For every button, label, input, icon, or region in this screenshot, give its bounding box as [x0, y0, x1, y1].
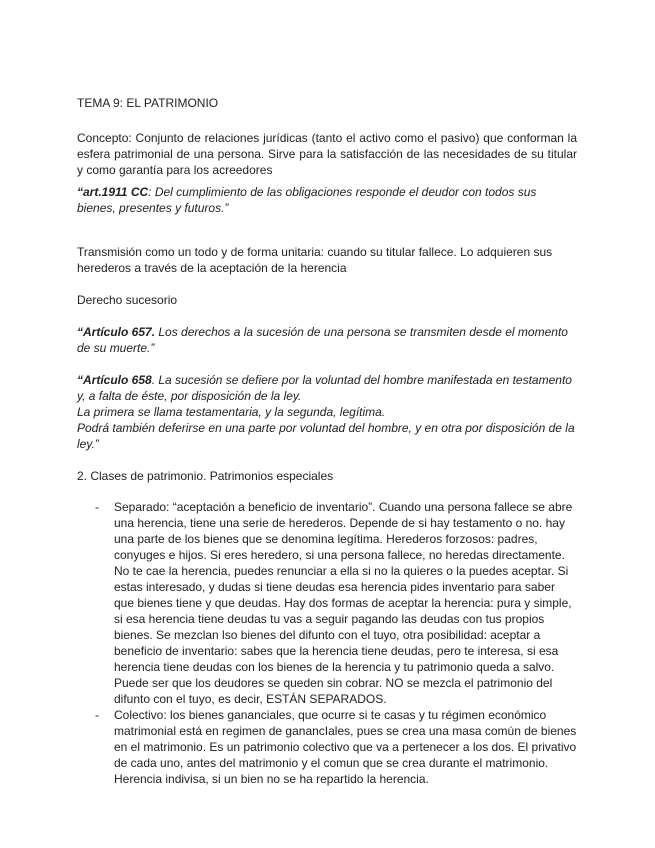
art-658-text: . La sucesión se defiere por la voluntad del hombre manifestada en testamento y, a falta de éste, por disposición de la ley. [77, 373, 572, 403]
art-1911-quote [77, 184, 577, 216]
patrimonio-types-list [77, 499, 577, 787]
art-1911-text: : Del cumplimiento de las obligaciones responde el deudor con todos sus bienes, presentes y futuros.” [77, 185, 537, 215]
art-1911-label: “art.1911 CC [77, 185, 149, 199]
derecho-sucesorio-heading: Derecho sucesorio [77, 293, 178, 307]
list-item-text: Separado: “aceptación a beneficio de inventario”. Cuando una persona fallece se abre una herencia, tiene una serie de herederos. Depende de si hay testamento o no. hay una parte de los bienes que se denomina legítima. Herederos forzosos: padres, conyuges e hijos. Si eres heredero, si una persona fallece, no heredas directamente. No te cae la herencia, puedes renunciar a ella si no la quieres o la puedes aceptar. Si estas interesado, y dudas si tiene deudas esa herencia pides inventario para saber que bienes tiene y que deudas. Hay dos formas de aceptar la herencia: pura y simple, si esa herencia tiene deudas tu vas a seguir pagando las deudas con tus propios bienes. Se mezclan lso bienes del difunto con el tuyo, otra posibilidad: aceptar a beneficio de inventario: sabes que la herencia tiene deudas, pero te interesa, si esa herencia tiene deudas con los bienes de la herencia y tu patrimonio queda a salvo. Puede ser que los deudores se queden sin cobrar. NO se mezcla el patrimonio del difunto con el tuyo, es decir, ESTÁN SEPARADOS. [114, 500, 573, 706]
art-658-label: “Artículo 658 [77, 373, 152, 387]
art-658-line-2: La primera se llama testamentaria, y la segunda, legítima. [77, 405, 386, 419]
list-item [77, 499, 577, 707]
list-item-text: Colectivo: los bienes gananciales, que ocurre si te casas y tu régimen económico matrimonial está en regimen de ganancIales, pues se crea una masa común de bienes en el matrimonio. Es un patrimonio colectivo que va a pertenecer a los dos. El privativo de cada uno, antes del matrimonio y el comun que se crea durante el matrimonio. Herencia indivisa, si un bien no se ha repartido la herencia. [114, 708, 577, 786]
section-2-heading: 2. Clases de patrimonio. Patrimonios especiales [77, 469, 334, 483]
list-item [77, 707, 577, 787]
art-658-line-3: Podrá también deferirse en una parte por voluntad del hombre, y en otra por disposición de la ley.” [77, 421, 575, 451]
art-658-line-1 [77, 372, 577, 404]
art-658-quote [77, 372, 577, 452]
transmision-paragraph: Transmisión como un todo y de forma unitaria: cuando su titular fallece. Lo adquieren sus herederos a través de la aceptación de la herencia [77, 245, 553, 275]
bullet-marker: - [95, 708, 99, 722]
page-title: TEMA 9: EL PATRIMONIO [77, 96, 219, 110]
bullet-marker: - [95, 500, 99, 514]
art-657-text: Los derechos a la sucesión de una persona se transmiten desde el momento de su muerte.” [77, 325, 568, 355]
concepto-paragraph: Concepto: Conjunto de relaciones jurídicas (tanto el activo como el pasivo) que conforman la esfera patrimonial de una persona. Sirve para la satisfacción de las necesidades de su titular y como garantía para los acreedores [77, 131, 577, 177]
art-657-quote [77, 324, 577, 356]
document-body [77, 95, 577, 787]
art-657-label: “Artículo 657. [77, 325, 156, 339]
